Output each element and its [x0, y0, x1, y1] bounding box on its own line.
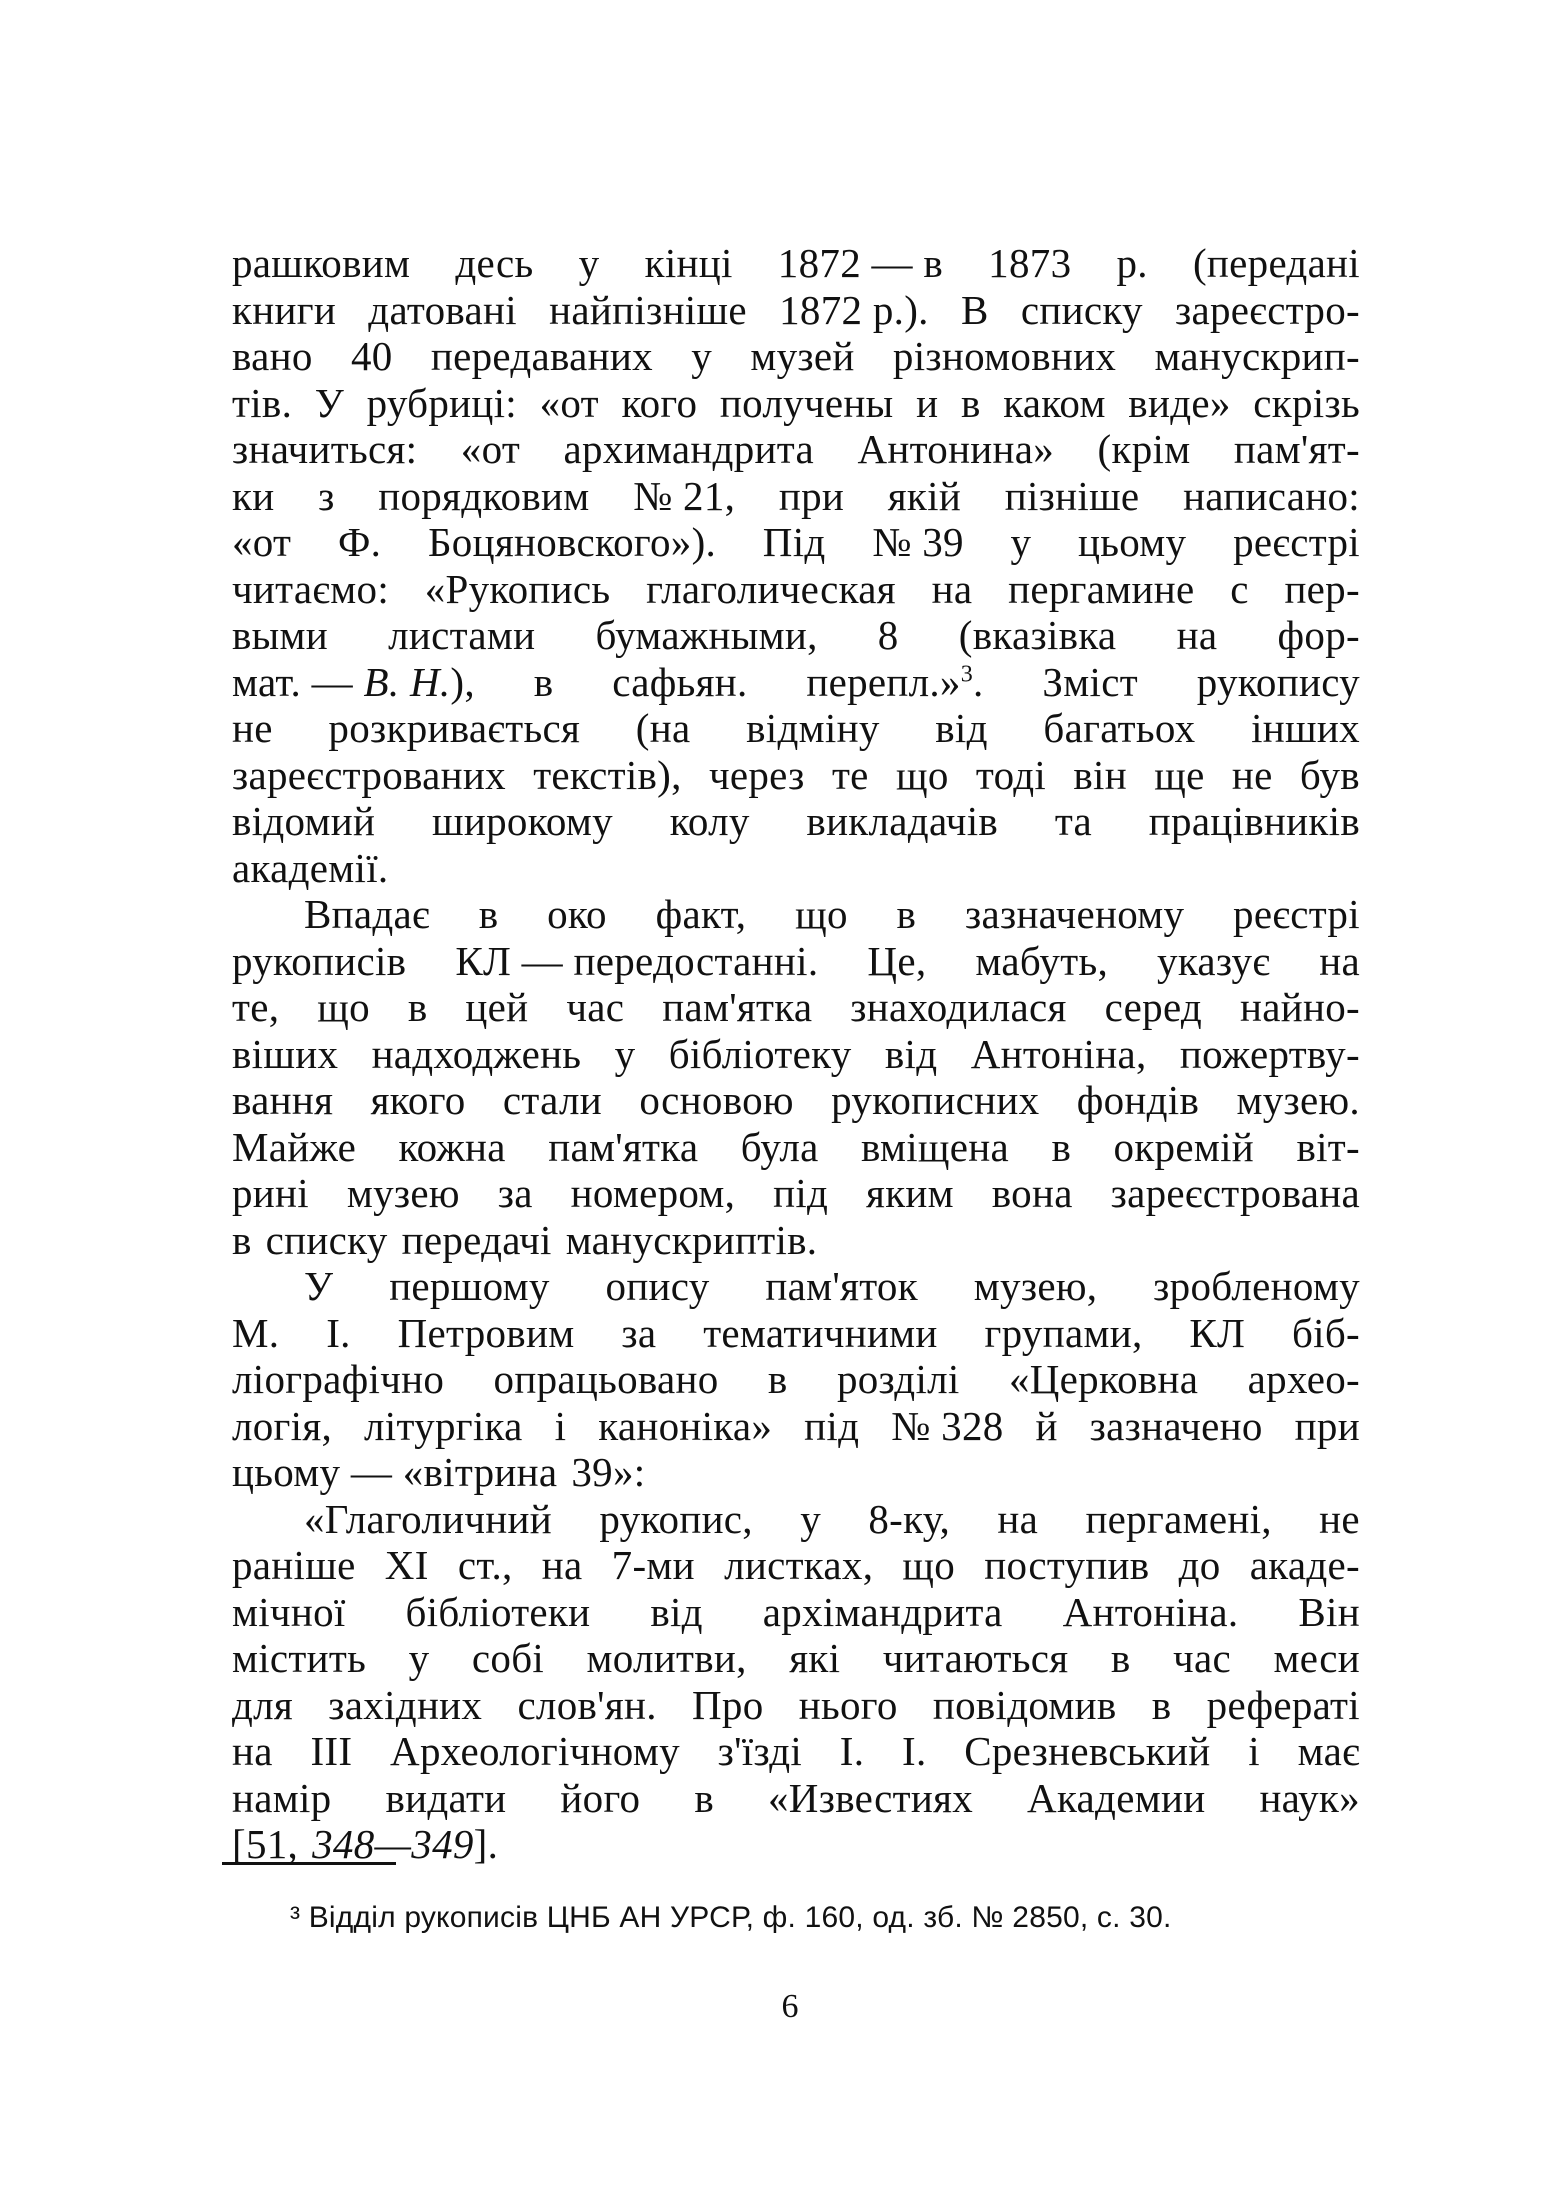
text-word: те,: [232, 984, 280, 1030]
text-line: [232, 566, 1360, 613]
text-word: мічної: [232, 1588, 346, 1635]
text-word: працівників: [1148, 798, 1360, 844]
text-word: цей: [465, 984, 529, 1030]
text-line: [232, 287, 1360, 334]
text-word: від: [884, 1030, 938, 1077]
text-word: тематичними: [703, 1309, 938, 1356]
text-line: [232, 1496, 1360, 1543]
text-word: книги: [232, 286, 337, 333]
text-word: через: [708, 751, 805, 798]
text-word: 1872 — в: [777, 240, 944, 286]
text-line: [232, 612, 1360, 659]
text-word: відомий: [232, 798, 376, 844]
text-word: читаємо:: [232, 565, 390, 612]
text-word: ще: [1154, 751, 1205, 798]
text-line: [232, 752, 1360, 799]
text-word: рукопис,: [599, 1495, 753, 1542]
text-word: меси: [1273, 1635, 1360, 1681]
text-word: розкривається: [328, 705, 581, 751]
text-word: у: [691, 333, 713, 379]
text-word: читаються: [882, 1635, 1069, 1681]
text-word: під: [804, 1402, 860, 1449]
text-word: повідомив: [932, 1681, 1117, 1728]
text-word: інших: [1251, 705, 1360, 751]
text-word: У: [304, 1263, 334, 1309]
text-word: в: [896, 891, 917, 937]
text-word: манускрип-: [1154, 333, 1360, 379]
text-word: «Известиях: [768, 1774, 974, 1821]
text-word: в: [1151, 1681, 1172, 1728]
text-word: на: [1176, 612, 1218, 658]
text-word: скрізь: [1253, 379, 1360, 426]
text-word: археo-: [1247, 1356, 1360, 1402]
text-word: опрацьовано: [493, 1356, 719, 1402]
text-word: зареєстро-: [1175, 286, 1360, 333]
text-line: [232, 1589, 1360, 1636]
text-word: надходжень: [371, 1030, 582, 1077]
text-word: стали: [502, 1077, 602, 1123]
text-word: передаваних: [430, 333, 653, 379]
text-word: час: [1173, 1635, 1231, 1681]
text-word: що: [317, 984, 370, 1030]
text-word: в: [1110, 1635, 1131, 1681]
text-word: і: [554, 1402, 567, 1449]
text-line: [232, 1356, 1360, 1403]
text-word: В: [960, 286, 989, 333]
text-line: [232, 798, 1360, 845]
text-word: передачі: [401, 1216, 552, 1263]
text-word: манускриптів.: [565, 1216, 818, 1263]
text-word: музей: [750, 333, 855, 379]
text-word: від: [935, 705, 988, 751]
text-line: [232, 1170, 1360, 1217]
text-word: та: [1054, 798, 1093, 844]
text-word: літургіка: [364, 1402, 523, 1449]
text-line: [232, 1682, 1360, 1729]
text-word: колу: [669, 798, 750, 844]
text-word: десь: [455, 240, 534, 286]
text-word: собі: [471, 1635, 545, 1681]
text-line: [232, 1635, 1360, 1682]
text-word: для: [232, 1681, 294, 1728]
text-word: раніше: [232, 1542, 356, 1588]
text-word: з'їзді: [717, 1728, 803, 1774]
text-word: логія,: [232, 1402, 333, 1449]
text-word: Археологічному: [390, 1728, 680, 1774]
text-word: серед: [1104, 984, 1203, 1030]
text-word: № 21,: [633, 472, 736, 519]
text-word: Антоніна.: [1062, 1588, 1239, 1635]
text-word: віших: [232, 1030, 339, 1077]
text-line: [232, 1310, 1360, 1357]
text-word: видати: [385, 1774, 507, 1821]
text-word: Впадає: [304, 891, 430, 937]
text-word: пергамені,: [1085, 1495, 1272, 1542]
text-word: перепл.»$^3$.: [806, 658, 984, 705]
text-word: текстів),: [533, 751, 682, 798]
text-word: різномовних: [892, 333, 1117, 379]
text-word: фондів: [1076, 1077, 1200, 1123]
text-word: на: [931, 565, 973, 612]
text-word: номером,: [570, 1170, 736, 1216]
text-word: викладачів: [806, 798, 999, 844]
text-word: пам'яток: [765, 1263, 918, 1309]
text-word: те: [831, 751, 869, 798]
text-line: [232, 333, 1360, 380]
text-word: рукописних: [831, 1077, 1040, 1123]
text-word: порядковим: [378, 472, 590, 519]
text-word: в: [407, 984, 428, 1030]
text-word: музею.: [1236, 1077, 1360, 1123]
text-word: архімандрита: [762, 1588, 1003, 1635]
text-word: «от: [460, 426, 521, 472]
text-word: указує: [1157, 937, 1271, 984]
text-line: [232, 1728, 1360, 1775]
text-word: «Рукопись: [424, 565, 611, 612]
text-word: Про: [692, 1681, 764, 1728]
text-line: [232, 240, 1360, 287]
text-word: містить: [232, 1635, 367, 1681]
text-line: [232, 426, 1360, 473]
text-word: наук»: [1259, 1774, 1360, 1821]
text-word: XI: [384, 1542, 429, 1588]
text-word: в: [960, 379, 981, 426]
text-word: час: [566, 984, 625, 1030]
text-word: поступив: [984, 1542, 1150, 1588]
text-word: Срезневський: [964, 1728, 1211, 1774]
text-word: ки: [232, 472, 275, 519]
text-word: на: [1319, 937, 1360, 984]
text-word: написано:: [1183, 472, 1360, 519]
text-line: [232, 1775, 1360, 1822]
text-word: на: [997, 1495, 1039, 1542]
text-word: за: [497, 1170, 533, 1216]
text-word: у: [408, 1635, 430, 1681]
text-word: не: [232, 705, 273, 751]
text-line: [232, 845, 1360, 892]
text-word: при: [1294, 1402, 1360, 1449]
text-word: выми: [232, 612, 328, 658]
text-word: зазначено: [1089, 1402, 1263, 1449]
text-word: у: [614, 1030, 636, 1077]
text-word: рашковим: [232, 240, 411, 286]
text-line: [232, 1263, 1360, 1310]
text-word: пізніше: [1004, 472, 1140, 519]
text-word: № 328: [891, 1402, 1004, 1449]
text-word: Майже: [232, 1123, 357, 1170]
text-word: в: [767, 1356, 788, 1402]
text-word: ст.,: [457, 1542, 513, 1588]
text-line: [232, 891, 1360, 938]
text-word: біб-: [1292, 1309, 1360, 1356]
text-word: 8-ку,: [868, 1495, 950, 1542]
text-line: [232, 1542, 1360, 1589]
text-word: архимандрита: [563, 426, 814, 472]
text-word: не: [1319, 1495, 1360, 1542]
text-word: датовані: [368, 286, 517, 333]
text-word: Петровим: [397, 1309, 575, 1356]
text-line: [232, 1077, 1360, 1124]
text-word: широкому: [432, 798, 613, 844]
text-word: рукопису: [1196, 658, 1360, 705]
text-word: якій: [887, 472, 962, 519]
text-word: У: [314, 379, 345, 426]
footnote-divider: [222, 1862, 396, 1865]
text-line: [232, 380, 1360, 427]
text-word: опису: [605, 1263, 710, 1309]
text-word: що: [795, 891, 848, 937]
text-line: [232, 1449, 1360, 1496]
footnote: ³ Відділ рукописів ЦНБ АН УРСР, ф. 160, од. зб. № 2850, с. 30.: [290, 1901, 1172, 1934]
text-word: молитви,: [586, 1635, 747, 1681]
text-line: [232, 473, 1360, 520]
text-word: кого: [621, 379, 698, 426]
text-line: [232, 519, 1360, 566]
text-word: каноніка»: [598, 1402, 773, 1449]
text-word: слов'ян.: [517, 1681, 657, 1728]
text-word: рубриці:: [366, 379, 518, 426]
text-word: при: [778, 472, 845, 519]
text-word: списку: [265, 1216, 388, 1263]
text-word: була: [740, 1123, 819, 1170]
text-word: рині: [232, 1170, 309, 1216]
text-word: 1872 р.).: [779, 286, 929, 333]
text-word: Під: [762, 519, 826, 565]
text-word: відміну: [746, 705, 880, 751]
text-line: [232, 1031, 1360, 1078]
text-word: Боцяновского»).: [427, 519, 717, 565]
text-word: що: [895, 751, 949, 798]
page-number: 6: [781, 1988, 799, 2025]
text-word: Він: [1298, 1588, 1360, 1635]
text-word: (передані: [1192, 240, 1360, 286]
text-line: [232, 659, 1360, 706]
text-word: в: [533, 658, 554, 705]
text-word: віт-: [1296, 1123, 1360, 1170]
text-word: зареєстрованих: [232, 751, 506, 798]
text-word: нього: [798, 1681, 898, 1728]
text-word: и: [916, 379, 939, 426]
text-word: у: [800, 1495, 822, 1542]
text-word: й: [1035, 1402, 1058, 1449]
text-word: в: [694, 1774, 715, 1821]
text-word: І.: [901, 1728, 927, 1774]
text-word: музею,: [973, 1263, 1098, 1309]
text-word: багатьох: [1043, 705, 1196, 751]
body-text: [232, 240, 1360, 1868]
text-line: [232, 1124, 1360, 1171]
text-word: його: [560, 1774, 641, 1821]
text-word: в: [232, 1216, 252, 1263]
text-word: III: [310, 1728, 353, 1774]
text-line: [232, 1403, 1360, 1450]
text-word: № 39: [872, 519, 964, 565]
text-word: найно-: [1240, 984, 1360, 1030]
text-word: вона: [991, 1170, 1073, 1216]
text-word: ліографічно: [232, 1356, 445, 1402]
text-word: тів.: [232, 379, 293, 426]
text-word: листами: [388, 612, 536, 658]
text-word: бібліотеки: [405, 1588, 591, 1635]
text-word: реєстрі: [1233, 519, 1360, 565]
text-word: виде»: [1128, 379, 1231, 426]
text-word: з: [318, 472, 335, 519]
text-word: «от: [232, 519, 292, 565]
text-word: «от: [539, 379, 599, 426]
text-word: рукописів: [232, 937, 407, 984]
text-word: с: [1230, 565, 1249, 612]
text-word: (вказівка: [958, 612, 1117, 658]
text-word: яким: [866, 1170, 954, 1216]
text-word: 348—349].: [312, 1821, 499, 1867]
text-word: зробленому: [1153, 1263, 1360, 1309]
text-word: він: [1073, 751, 1127, 798]
text-word: цьому: [1078, 519, 1187, 565]
text-word: в: [478, 891, 499, 937]
text-word: КЛ: [1189, 1309, 1246, 1356]
text-word: пожертву-: [1179, 1030, 1360, 1077]
text-word: сафьян.: [612, 658, 748, 705]
text-word: що: [902, 1542, 956, 1588]
text-word: фор-: [1277, 612, 1360, 658]
text-word: на: [541, 1542, 583, 1588]
text-word: у: [1010, 519, 1032, 565]
text-word: мат. — В. Н.),: [232, 658, 475, 705]
text-word: Ф.: [337, 519, 382, 565]
text-word: якого: [370, 1077, 466, 1123]
text-word: «Церковна: [1008, 1356, 1199, 1402]
text-word: Зміст: [1042, 658, 1138, 705]
text-word: кінці: [644, 240, 733, 286]
text-word: 39»:: [571, 1449, 646, 1495]
text-word: акаде-: [1249, 1542, 1360, 1588]
text-word: значиться:: [232, 426, 418, 472]
text-word: реєстрі: [1233, 891, 1360, 937]
text-word: зазначеному: [964, 891, 1185, 937]
text-word: і: [1248, 1728, 1260, 1774]
text-word: першому: [389, 1263, 550, 1309]
text-word: І.: [839, 1728, 865, 1774]
text-word: Антоніна,: [970, 1030, 1147, 1077]
text-word: на: [232, 1728, 273, 1774]
text-word: академії.: [232, 844, 389, 891]
text-line: [232, 1217, 1360, 1264]
text-word: рефераті: [1206, 1681, 1360, 1728]
text-word: музею: [346, 1170, 460, 1216]
text-word: цьому — «вітрина: [232, 1449, 558, 1495]
text-word: основою: [639, 1077, 794, 1123]
text-word: Академии: [1027, 1774, 1206, 1821]
text-word: пам'ятка: [548, 1123, 699, 1170]
text-word: намір: [232, 1774, 332, 1821]
text-word: (на: [635, 705, 691, 751]
text-word: пам'ят-: [1233, 426, 1360, 472]
text-word: списку: [1020, 286, 1143, 333]
text-word: глаголическая: [646, 565, 896, 612]
text-word: (крім: [1097, 426, 1191, 472]
text-word: факт,: [655, 891, 747, 937]
text-word: 1873: [988, 240, 1072, 286]
text-word: які: [789, 1635, 841, 1681]
text-word: західних: [328, 1681, 483, 1728]
text-line: [232, 1821, 1360, 1868]
text-word: «Глаголичний: [304, 1495, 552, 1542]
text-word: вміщена: [861, 1123, 1010, 1170]
text-word: М.: [232, 1309, 280, 1356]
text-word: був: [1299, 751, 1360, 798]
text-word: групами,: [984, 1309, 1143, 1356]
text-word: кожна: [398, 1123, 506, 1170]
text-line: [232, 705, 1360, 752]
text-word: мабуть,: [975, 937, 1109, 984]
text-word: листках,: [724, 1542, 874, 1588]
text-word: око: [547, 891, 607, 937]
text-word: Це,: [867, 937, 927, 984]
text-word: вано: [232, 333, 313, 379]
text-line: [232, 938, 1360, 985]
text-word: в: [1051, 1123, 1072, 1170]
text-word: 8: [877, 612, 899, 658]
text-word: [51,: [232, 1821, 299, 1867]
text-word: за: [621, 1309, 657, 1356]
text-word: пам'ятка: [662, 984, 813, 1030]
text-word: 40: [350, 333, 393, 379]
text-word: р.: [1116, 240, 1148, 286]
text-word: бумажными,: [595, 612, 818, 658]
text-word: найпізніше: [549, 286, 747, 333]
text-word: зареєстрована: [1110, 1170, 1360, 1216]
text-word: каком: [1003, 379, 1106, 426]
text-word: тоді: [975, 751, 1047, 798]
text-word: не: [1231, 751, 1273, 798]
text-word: КЛ — передостанні.: [455, 937, 819, 984]
text-word: пергамине: [1008, 565, 1195, 612]
text-word: у: [578, 240, 600, 286]
text-word: Антонина»: [857, 426, 1055, 472]
text-word: окремій: [1113, 1123, 1255, 1170]
text-word: знаходилася: [850, 984, 1067, 1030]
text-word: від: [650, 1588, 703, 1635]
text-word: бібліотеку: [668, 1030, 852, 1077]
text-word: має: [1297, 1728, 1360, 1774]
text-word: пер-: [1284, 565, 1360, 612]
text-word: вання: [232, 1077, 334, 1123]
text-word: під: [773, 1170, 829, 1216]
text-word: до: [1178, 1542, 1221, 1588]
text-word: розділі: [836, 1356, 960, 1402]
text-line: [232, 984, 1360, 1031]
text-word: 7-ми: [611, 1542, 695, 1588]
text-word: І.: [326, 1309, 351, 1356]
text-word: получены: [719, 379, 894, 426]
